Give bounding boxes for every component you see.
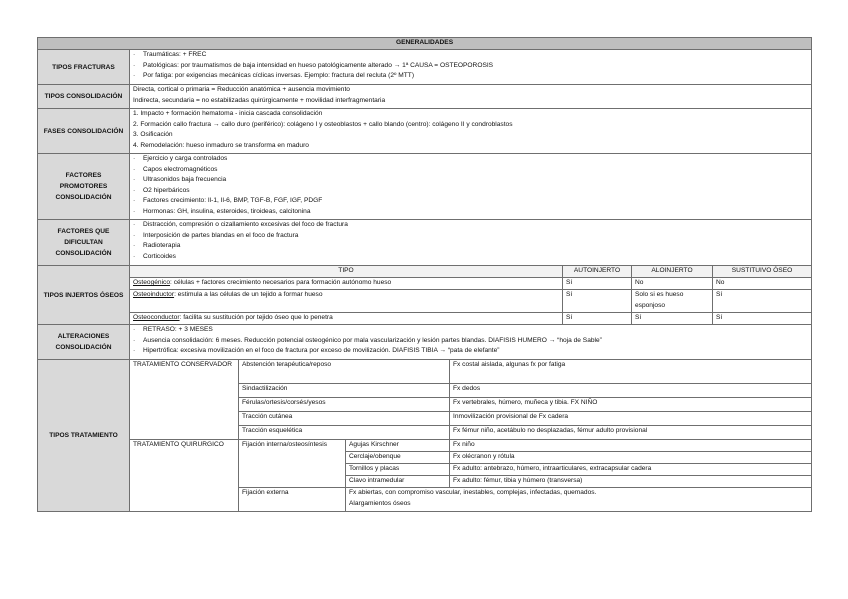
list-item: 2. Formación callo fractura → callo duro (periférico): colágeno I y osteoblastos + callo blando (centro): colágeno II y condroblastos	[133, 120, 513, 128]
tratamiento-indicacion: Fx adulto: antebrazo, húmero, intraarticulares, extracapsular cadera	[450, 464, 812, 476]
injerto-aloinjerto: No	[632, 278, 713, 290]
injerto-tipo: Osteoinductor: estimula a las células de un tejido a formar hueso	[130, 290, 563, 313]
tratamiento-metodo: Tracción esquelética	[239, 426, 450, 440]
generalidades-table	[37, 37, 812, 512]
tratamiento-indicacion: Fx adulto: fémur, tibia y húmero (transversa)	[450, 476, 812, 488]
list-item: 3. Osificación	[133, 131, 173, 139]
label-fases-consolidacion: FASES CONSOLIDACIÓN	[38, 109, 130, 154]
injertos-header-aloinjerto: ALOINJERTO	[632, 266, 713, 278]
list-item: · O2 hiperbáricos	[133, 186, 190, 194]
list-item: 1. Impacto + formación hematoma - inicia cascada consolidación	[133, 110, 323, 117]
list-item: Directa, cortical o primaria = Reducción anatómica + ausencia movimiento	[133, 86, 350, 93]
injerto-sustitutivo: Sí	[713, 290, 812, 313]
injertos-header-sustitutivo: SUSTITUIVO ÓSEO	[713, 266, 812, 278]
label-tipos-tratamiento: TIPOS TRATAMIENTO	[38, 360, 130, 512]
tipos-consolidacion-content	[130, 85, 812, 109]
tratamiento-metodo: Cerclaje/obenque	[346, 452, 450, 464]
tratamiento-indicacion: Fx vertebrales, húmero, muñeca y tibia. FX NIÑO	[450, 398, 812, 412]
table-row	[38, 278, 812, 290]
tratamiento-metodo: Agujas Kirschner	[346, 440, 450, 452]
tratamiento-quirurgico-label: TRATAMIENTO QUIRURGICO	[130, 440, 239, 512]
label-tipos-fracturas: TIPOS FRACTURAS	[38, 50, 130, 85]
list-item: · Hormonas: GH, insulina, esteroides, tiroideas, calcitonina	[133, 207, 311, 215]
list-item: · Interposición de partes blandas en el foco de fractura	[133, 231, 299, 239]
tratamiento-metodo: Clavo intramedular	[346, 476, 450, 488]
tipos-fracturas-content	[130, 50, 812, 85]
injertos-header-autoinjerto: AUTOINJERTO	[563, 266, 632, 278]
label-tipos-injertos: TIPOS INJERTOS ÓSEOS	[38, 266, 130, 325]
label-factores-dificultan: FACTORES QUE DIFICULTAN CONSOLIDACIÓN	[38, 220, 130, 266]
injerto-autoinjerto: Sí	[563, 313, 632, 325]
tratamiento-indicacion: Fx costal aislada, algunas fx por fatiga	[450, 360, 812, 384]
tratamiento-indicacion: Fx olécranon y rótula	[450, 452, 812, 464]
factores-promotores-content	[130, 154, 812, 220]
table-title: GENERALIDADES	[38, 38, 812, 50]
injerto-autoinjerto: Sí	[563, 278, 632, 290]
injerto-aloinjerto: Solo si es hueso esponjoso	[632, 290, 713, 313]
list-item: · Patológicas: por traumatismos de baja intensidad en hueso patológicamente alterado → 1ª CAUSA = OSTEOPOROSIS	[133, 61, 494, 69]
list-item: · Ausencia consolidación: 6 meses. Reducción potencial osteogénico por mala vascularización y lesión partes blandas. DIAFISIS HUMERO → “hoja de Sable”	[133, 336, 602, 344]
list-item: · Traumáticas: + FREC	[133, 51, 207, 58]
label-alteraciones-consolidacion: ALTERACIONES CONSOLIDACIÓN	[38, 325, 130, 360]
fijacion-interna-label: Fijación interna/osteosíntesis	[239, 440, 346, 488]
label-tipos-consolidacion: TIPOS CONSOLIDACIÓN	[38, 85, 130, 109]
tratamiento-metodo: Tracción cutánea	[239, 412, 450, 426]
table-row	[38, 313, 812, 325]
table-row	[38, 360, 812, 384]
list-item: · Radioterapia	[133, 242, 181, 250]
fases-consolidacion-content	[130, 109, 812, 154]
injertos-header-tipo: TIPO	[130, 266, 563, 278]
injerto-sustitutivo: Sí	[713, 313, 812, 325]
fijacion-externa-label: Fijación externa	[239, 488, 346, 512]
list-item: · RETRASO: + 3 MESES	[133, 326, 213, 333]
injerto-tipo: Osteoconductor: facilita su sustitución por tejido óseo que lo penetra	[130, 313, 563, 325]
list-item: · Ejercicio y carga controlados	[133, 155, 228, 162]
injerto-sustitutivo: No	[713, 278, 812, 290]
injerto-autoinjerto: Sí	[563, 290, 632, 313]
tratamiento-indicacion: Fx niño	[450, 440, 812, 452]
tratamiento-metodo: Sindactilización	[239, 384, 450, 398]
list-item: · Por fatiga: por exigencias mecánicas cíclicas inversas. Ejemplo: fractura del recluta (2º MTT)	[133, 72, 415, 80]
list-item: 4. Remodelación: hueso inmaduro se transforma en maduro	[133, 141, 309, 149]
list-item: · Hipertrófica: excesiva movilización en el foco de fractura por exceso de movilización. DIAFISIS TIBIA → “pata de elefante”	[133, 347, 500, 355]
list-item: · Capos electromagnéticos	[133, 165, 218, 173]
list-item: · Factores crecimiento: Il-1, Il-6, BMP, TGF-B, FGF, IGF, PDGF	[133, 197, 323, 205]
list-item: · Ultrasonidos baja frecuencia	[133, 176, 227, 184]
table-row	[38, 440, 812, 452]
alteraciones-content	[130, 325, 812, 360]
injerto-tipo: Osteogénico: células + factores crecimiento necesarios para formación autónomo hueso	[130, 278, 563, 290]
list-item: Indirecta, secundaria = no estabilizadas quirúrgicamente + movilidad interfragmentaria	[133, 96, 386, 104]
tratamiento-metodo: Abstención terapéutica/reposo	[239, 360, 450, 384]
factores-dificultan-content	[130, 220, 812, 266]
tratamiento-indicacion: Fx fémur niño, acetábulo no desplazadas, fémur adulto provisional	[450, 426, 812, 440]
label-factores-promotores: FACTORES PROMOTORES CONSOLIDACIÓN	[38, 154, 130, 220]
tratamiento-indicacion: Inmovilización provisional de Fx cadera	[450, 412, 812, 426]
tratamiento-metodo: Tornillos y placas	[346, 464, 450, 476]
list-item: · Distracción, compresión o cizallamiento excesivas del foco de fractura	[133, 221, 348, 228]
tratamiento-indicacion: Fx dedos	[450, 384, 812, 398]
tratamiento-metodo: Férulas/ortesis/corsés/yesos	[239, 398, 450, 412]
tratamiento-conservador-label: TRATAMIENTO CONSERVADOR	[130, 360, 239, 440]
table-row	[38, 290, 812, 313]
list-item: · Corticoides	[133, 252, 176, 260]
fijacion-externa-indicacion: Fx abiertas, con compromiso vascular, inestables, complejas, infectadas, quemados. Alargamientos óseos	[346, 488, 812, 512]
injerto-aloinjerto: Sí	[632, 313, 713, 325]
